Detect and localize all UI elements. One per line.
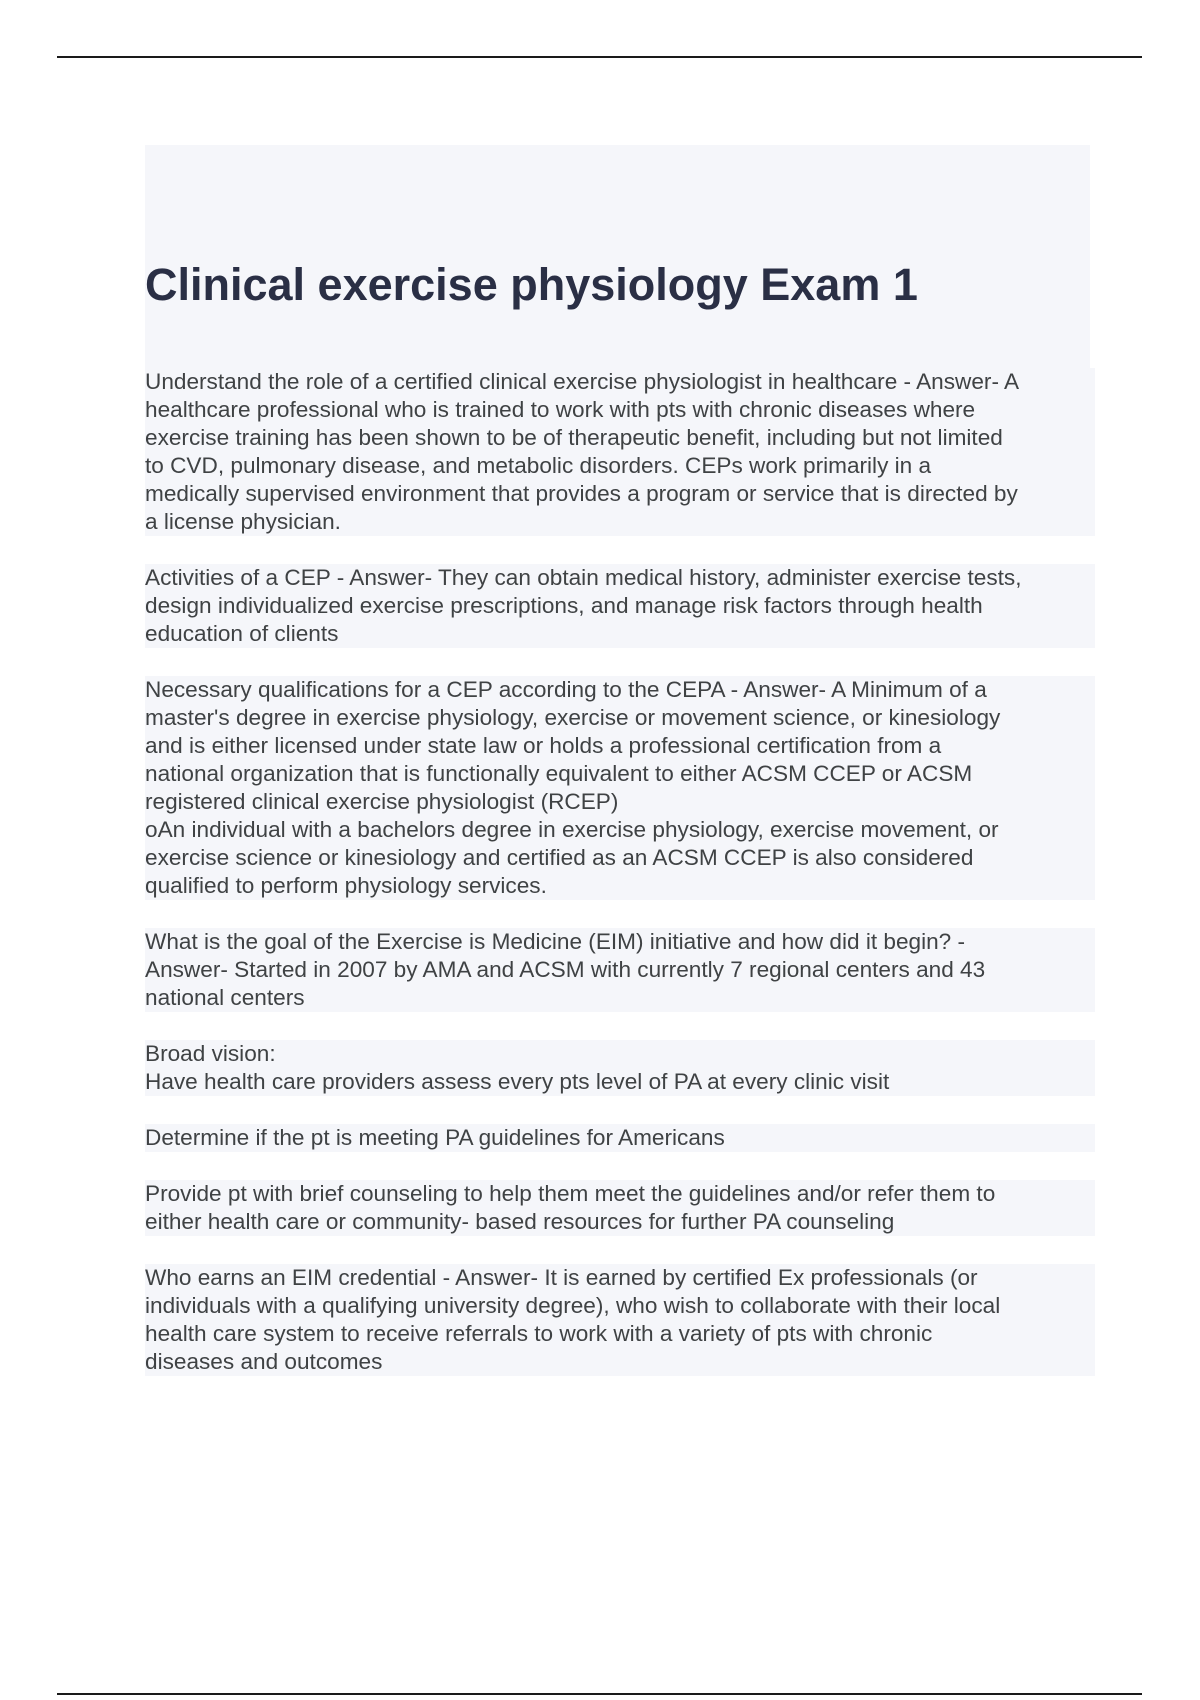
text-line: master's degree in exercise physiology, exercise or movement science, or kinesiology xyxy=(145,705,1001,730)
paragraph xyxy=(145,1040,1095,1096)
text-line: Provide pt with brief counseling to help them meet the guidelines and/or refer them to xyxy=(145,1181,996,1206)
text-line: to CVD, pulmonary disease, and metabolic disorders. CEPs work primarily in a xyxy=(145,453,932,478)
text-line: health care system to receive referrals to work with a variety of pts with chronic xyxy=(145,1321,933,1346)
text-line: qualified to perform physiology services. xyxy=(145,873,547,898)
paragraph xyxy=(145,1180,1095,1236)
text-line: national organization that is functionally equivalent to either ACSM CCEP or ACSM xyxy=(145,761,973,786)
paragraph xyxy=(145,368,1095,536)
text-line: exercise training has been shown to be of therapeutic benefit, including but not limited xyxy=(145,425,1003,450)
text-line: registered clinical exercise physiologist (RCEP) xyxy=(145,789,619,814)
text-line: Necessary qualifications for a CEP according to the CEPA - Answer- A Minimum of a xyxy=(145,677,987,702)
text-line: design individualized exercise prescriptions, and manage risk factors through health xyxy=(145,593,983,618)
top-rule xyxy=(57,56,1142,58)
text-line: either health care or community- based resources for further PA counseling xyxy=(145,1209,895,1234)
text-line: Answer- Started in 2007 by AMA and ACSM with currently 7 regional centers and 43 xyxy=(145,957,986,982)
text-line: Broad vision: xyxy=(145,1041,276,1066)
text-line: individuals with a qualifying university degree), who wish to collaborate with their local xyxy=(145,1293,1001,1318)
text-line: healthcare professional who is trained to work with pts with chronic diseases where xyxy=(145,397,976,422)
paragraph xyxy=(145,676,1095,900)
bottom-rule xyxy=(57,1693,1142,1695)
text-line: national centers xyxy=(145,985,305,1010)
text-line: exercise science or kinesiology and certified as an ACSM CCEP is also considered xyxy=(145,845,974,870)
paragraph xyxy=(145,1124,1095,1152)
text-line: a license physician. xyxy=(145,509,341,534)
text-line: Have health care providers assess every pts level of PA at every clinic visit xyxy=(145,1069,890,1094)
document-title: Clinical exercise physiology Exam 1 xyxy=(145,259,918,310)
text-line: Understand the role of a certified clinical exercise physiologist in healthcare - Answer- A xyxy=(145,369,1020,394)
paragraph xyxy=(145,564,1095,648)
text-line: diseases and outcomes xyxy=(145,1349,383,1374)
text-line: and is either licensed under state law or holds a professional certification from a xyxy=(145,733,942,758)
text-line: Who earns an EIM credential - Answer- It is earned by certified Ex professionals (or xyxy=(145,1265,978,1290)
text-line: Determine if the pt is meeting PA guidelines for Americans xyxy=(145,1125,725,1150)
text-line: Activities of a CEP - Answer- They can obtain medical history, administer exercise tests, xyxy=(145,565,1022,590)
text-line: medically supervised environment that provides a program or service that is directed by xyxy=(145,481,1018,506)
document-body xyxy=(145,368,1095,1404)
text-line: What is the goal of the Exercise is Medicine (EIM) initiative and how did it begin? - xyxy=(145,929,966,954)
text-line: oAn individual with a bachelors degree in exercise physiology, exercise movement, or xyxy=(145,817,999,842)
paragraph xyxy=(145,1264,1095,1376)
text-line: education of clients xyxy=(145,621,339,646)
paragraph xyxy=(145,928,1095,1012)
